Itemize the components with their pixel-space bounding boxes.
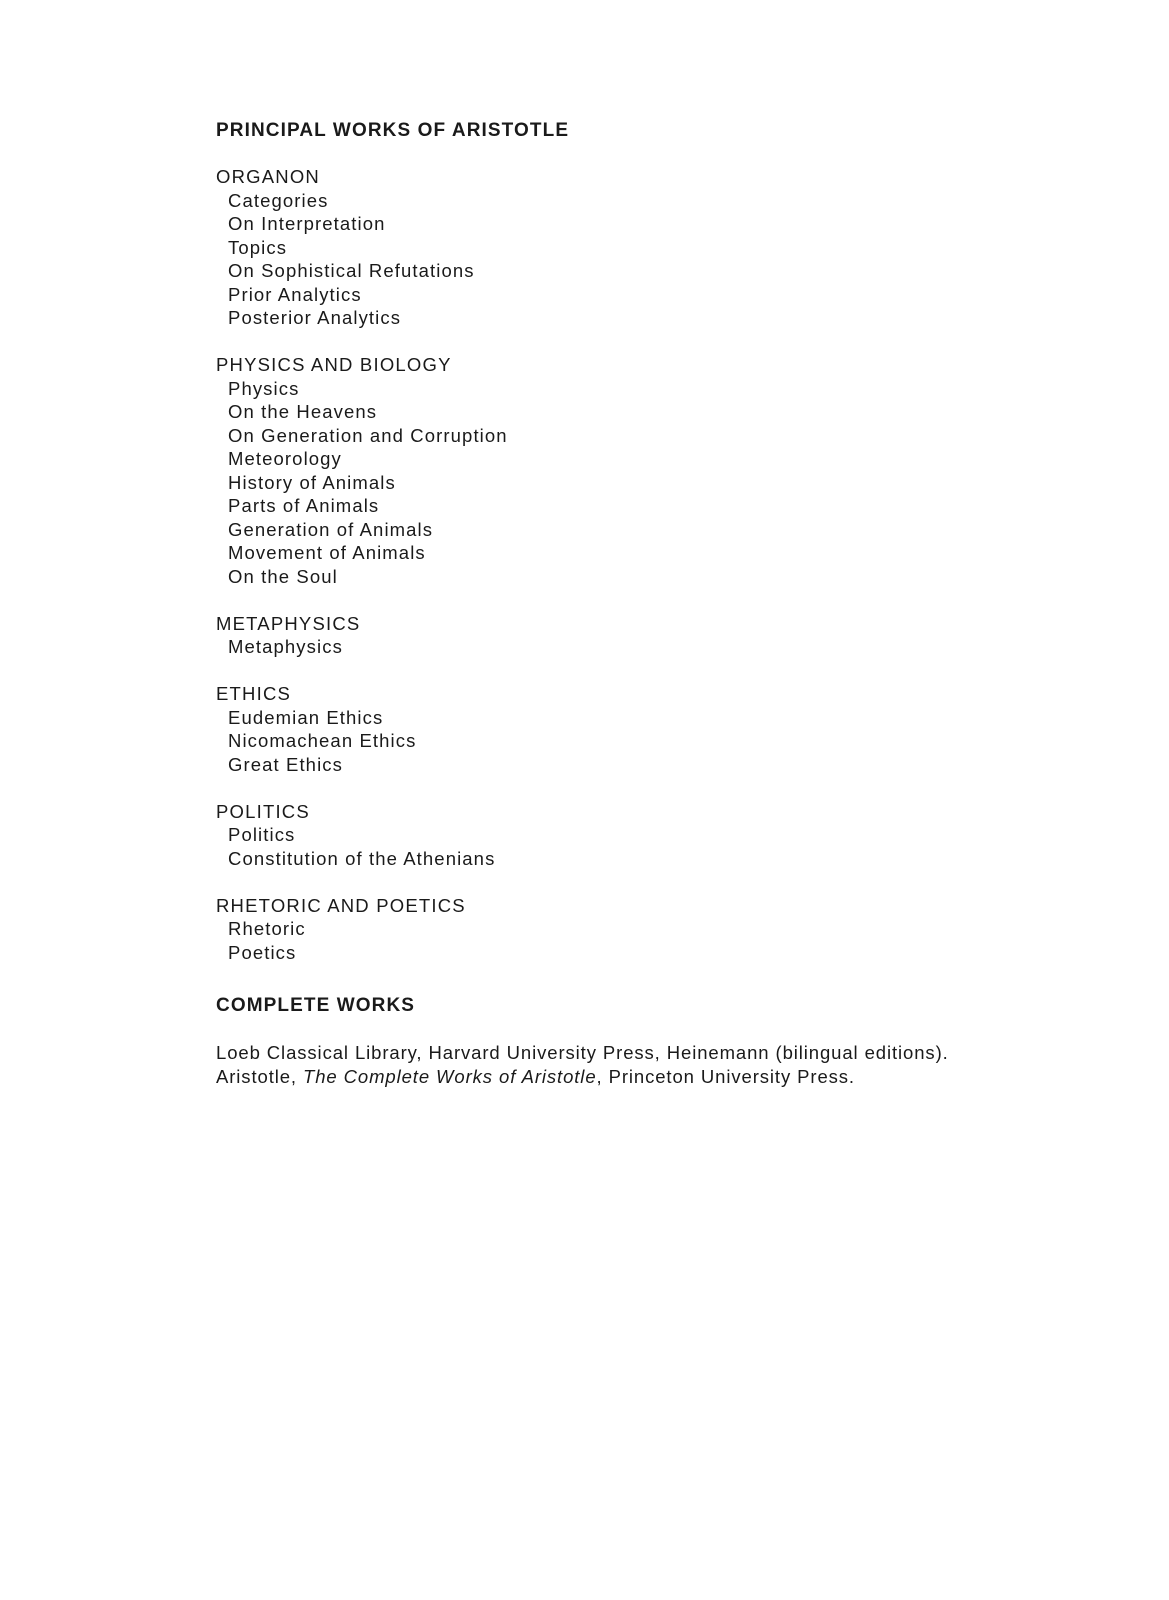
work-item: Posterior Analytics <box>228 307 402 328</box>
work-item: Topics <box>228 236 288 258</box>
work-item: History of Animals <box>228 471 396 493</box>
reference-princeton <box>216 1065 1116 1089</box>
work-item: Rhetoric <box>228 918 306 939</box>
group-rhetoric-and-poetics <box>216 894 1116 965</box>
work-item: Metaphysics <box>228 636 343 657</box>
reference-book-title: The Complete Works of Aristotle <box>303 1065 597 1087</box>
work-item: On the Soul <box>228 565 338 587</box>
work-item: Constitution of the Athenians <box>228 847 496 869</box>
group-title: ORGANON <box>216 166 320 187</box>
group-title: RHETORIC AND POETICS <box>216 894 466 916</box>
work-item: Movement of Animals <box>228 542 426 563</box>
work-item: Generation of Animals <box>228 518 434 540</box>
group-physics-and-biology <box>216 353 1116 588</box>
principal-works-heading: PRINCIPAL WORKS OF ARISTOTLE <box>216 120 570 141</box>
group-title: ETHICS <box>216 683 292 704</box>
work-item: On Generation and Corruption <box>228 424 508 446</box>
reference-loeb: Loeb Classical Library, Harvard University Press, Heinemann (bilingual editions). <box>216 1042 949 1063</box>
complete-works-references <box>216 1041 1116 1088</box>
works-list <box>216 165 1116 964</box>
work-item: Prior Analytics <box>228 283 362 305</box>
work-item: Great Ethics <box>228 753 343 775</box>
work-item: On Interpretation <box>228 213 386 234</box>
document-page <box>216 118 1116 1088</box>
work-item: Physics <box>228 377 300 399</box>
work-item: Poetics <box>228 941 297 963</box>
group-metaphysics <box>216 612 1116 659</box>
work-item: Nicomachean Ethics <box>228 730 417 751</box>
reference-publisher: , Princeton University Press. <box>596 1065 855 1087</box>
work-item: Parts of Animals <box>228 495 380 516</box>
work-item: On Sophistical Refutations <box>228 260 475 281</box>
group-title: POLITICS <box>216 800 310 822</box>
reference-author: Aristotle, <box>216 1065 304 1087</box>
group-title: METAPHYSICS <box>216 612 361 634</box>
group-title: PHYSICS AND BIOLOGY <box>216 354 452 375</box>
complete-works-heading: COMPLETE WORKS <box>216 995 416 1016</box>
work-item: Eudemian Ethics <box>228 706 384 728</box>
work-item: On the Heavens <box>228 401 378 422</box>
group-ethics <box>216 682 1116 776</box>
work-item: Meteorology <box>228 448 342 469</box>
work-item: Categories <box>228 189 329 211</box>
group-politics <box>216 800 1116 871</box>
work-item: Politics <box>228 824 296 845</box>
group-organon <box>216 165 1116 330</box>
